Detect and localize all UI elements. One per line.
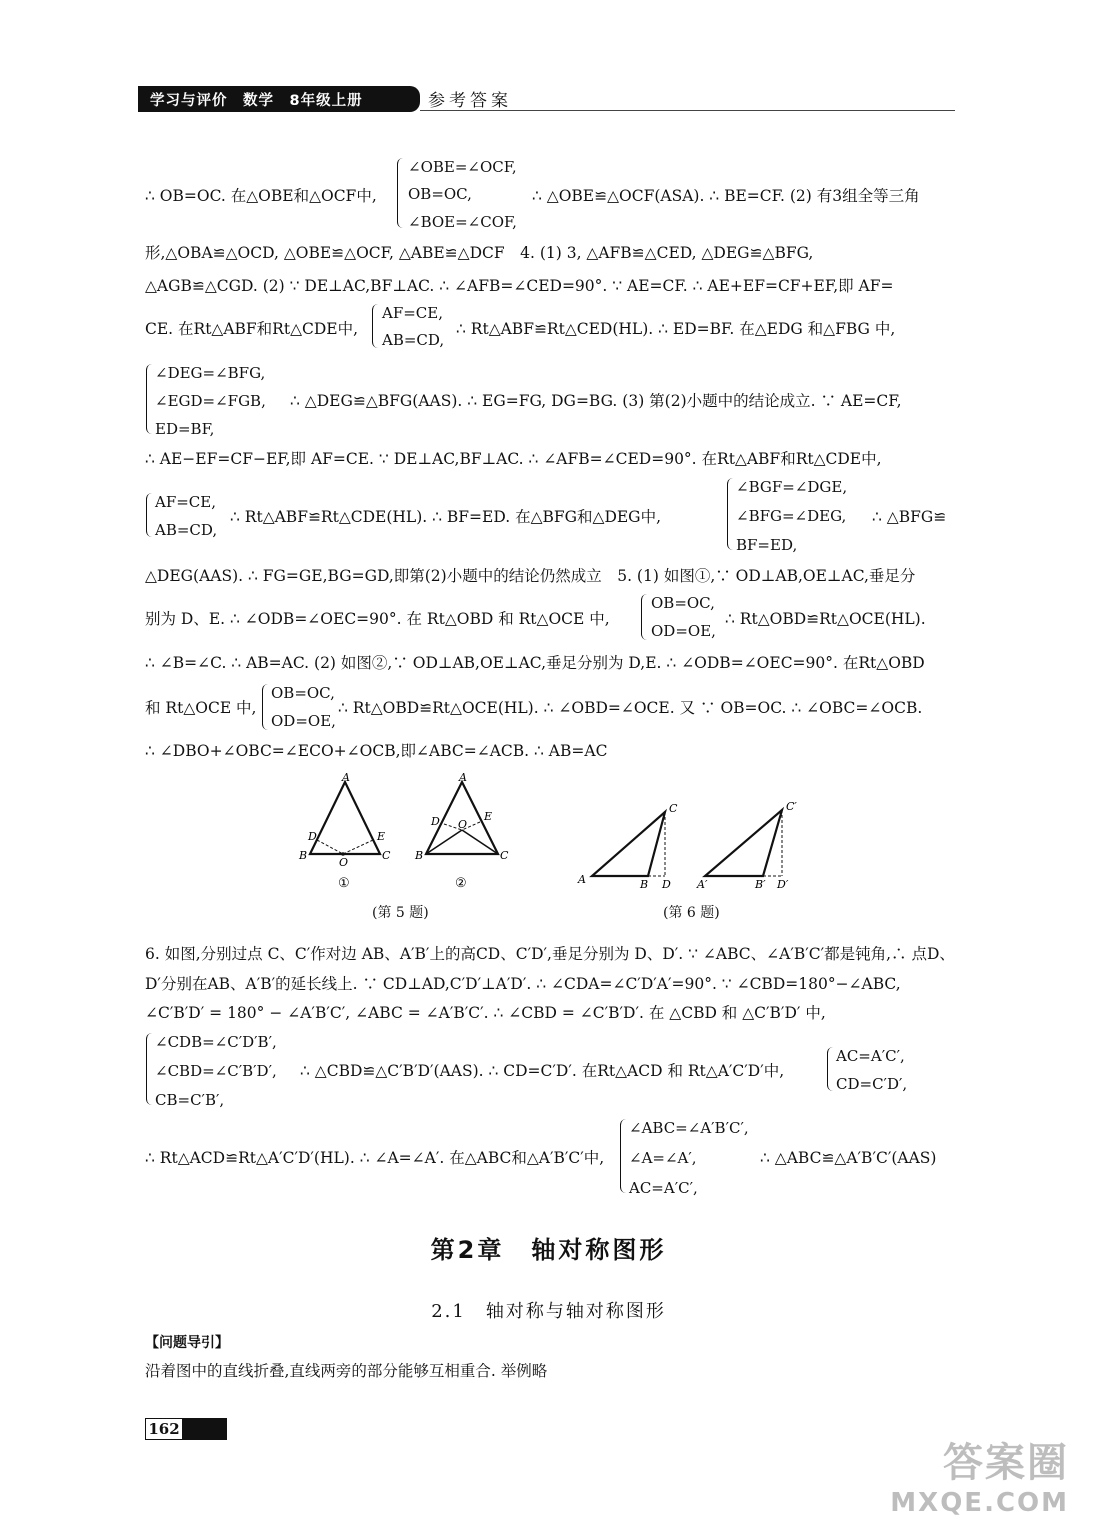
text-line-11b: ∴ Rt△OBD≌Rt△OCE(HL). ∴ ∠OBD=∠OCE. 又 ∵ OB=OC. ∴ ∠OBC=∠OCB. [338, 699, 923, 717]
watermark-url: MXQE.COM [890, 1488, 1069, 1518]
brace-row: AC=A′C′, [836, 1047, 905, 1065]
fig6-label-d-prime: D′ [777, 878, 789, 891]
fig1-label-c: C [382, 849, 391, 862]
fig6-label-a-prime: A′ [697, 878, 708, 891]
brace-row: OB=OC, [651, 594, 715, 612]
brace-row: AB=CD, [382, 331, 445, 349]
text-line-14: D′分别在AB、A′B′的延长线上. ∵ CD⊥AD,C′D′⊥A′D′. ∴ ∠CDA=∠C′D′A′=90°. ∵ ∠CBD=180°−∠ABC, [145, 975, 901, 993]
brace [262, 684, 270, 730]
brace [146, 493, 154, 537]
brace-row: AF=CE, [382, 304, 444, 322]
chapter-title: 第2章 轴对称图形 [430, 1236, 667, 1264]
brace-row: ∠CBD=∠C′B′D′, [155, 1062, 277, 1080]
fig6-label-c-prime: C′ [786, 800, 797, 813]
brace-row: OD=OE, [271, 712, 336, 730]
text-line-5b: ∴ △DEG≌△BFG(AAS). ∴ EG=FG, DG=BG. (3) 第(2)小题中的结论成立. ∵ AE=CF, [290, 392, 902, 410]
brace [397, 158, 405, 228]
brace [146, 364, 154, 434]
text-line-11a: 和 Rt△OCE 中, [145, 699, 257, 717]
fig6-label-b-prime: B′ [755, 878, 766, 891]
text-line-4b: ∴ Rt△ABF≌Rt△CED(HL). ∴ ED=BF. 在△EDG 和△FBG 中, [456, 320, 896, 338]
brace-row: ∠A=∠A′, [629, 1149, 697, 1167]
header-series: 学习与评价 数学 8年级上册 [138, 86, 420, 112]
brace-row: OB=OC, [408, 185, 472, 203]
page-number: 162 [145, 1418, 183, 1440]
page-number-box [145, 1418, 227, 1440]
fig1-triangle [310, 782, 380, 854]
text-line-15: ∠C′B′D′ = 180° − ∠A′B′C′, ∠ABC = ∠A′B′C′. ∴ ∠CBD = ∠C′B′D′. 在 △CBD 和 △C′B′D′ 中, [145, 1004, 826, 1022]
brace-row: AB=CD, [155, 521, 218, 539]
brace-row: ∠ABC=∠A′B′C′, [629, 1119, 749, 1137]
fig1-od [317, 840, 343, 854]
fig6-triangle-abc-prime [705, 810, 782, 876]
header-rule [420, 110, 955, 111]
fig1-number: ① [338, 876, 350, 891]
brace-row: OB=OC, [271, 684, 335, 702]
figure-caption-6: (第 6 题) [663, 905, 720, 921]
brace [372, 304, 380, 348]
fig1-oe [343, 840, 373, 854]
fig6-label-a: A [578, 873, 586, 886]
text-line-8: △DEG(AAS). ∴ FG=GE,BG=GD,即第(2)小题中的结论仍然成立 5. (1) 如图①,∵ OD⊥AB,OE⊥AC,垂足分 [145, 567, 916, 585]
brace-row: ED=BF, [155, 420, 215, 438]
text-line-7b: ∴ Rt△ABF≌Rt△CDE(HL). ∴ BF=ED. 在△BFG和△DEG中, [230, 508, 661, 526]
fig2-number: ② [455, 876, 467, 891]
brace-row: BF=ED, [736, 536, 798, 554]
figure-area [290, 770, 810, 920]
text-line-17a: ∴ Rt△ACD≌Rt△A′C′D′(HL). ∴ ∠A=∠A′. 在△ABC和△A′B′C′中, [145, 1149, 605, 1167]
fig2-label-b: B [415, 849, 424, 862]
fig6-triangle-abc [592, 812, 665, 876]
text-line-13: 6. 如图,分别过点 C、C′作对边 AB、A′B′上的高CD、C′D′,垂足分别为 D、D′. ∵ ∠ABC、∠A′B′C′都是钝角,∴ 点D、 [145, 945, 955, 963]
brace-row: ∠CDB=∠C′D′B′, [155, 1033, 277, 1051]
section-tag: 【问题导引】 [145, 1335, 229, 1351]
figure-caption-5: (第 5 题) [372, 905, 429, 921]
watermark-text [890, 1431, 1069, 1518]
brace-row: AC=A′C′, [629, 1179, 698, 1197]
fig2-label-o: O [458, 818, 468, 831]
text-line-6: ∴ AE−EF=CF−EF,即 AF=CE. ∵ DE⊥AC,BF⊥AC. ∴ ∠AFB=∠CED=90°. 在Rt△ABF和Rt△CDE中, [145, 450, 882, 468]
brace-row: ∠OBE=∠OCF, [408, 158, 517, 176]
brace-row: ∠BOE=∠COF, [408, 213, 517, 231]
text-line-4a: CE. 在Rt△ABF和Rt△CDE中, [145, 320, 359, 338]
section-title: 2.1 轴对称与轴对称图形 [431, 1301, 666, 1322]
fig1-label-a: A [342, 771, 350, 784]
text-line-9a: 别为 D、E. ∴ ∠ODB=∠OEC=90°. 在 Rt△OBD 和 Rt△OCE 中, [145, 610, 610, 628]
fig1-label-d: D [308, 830, 317, 843]
text-line-2: 形,△OBA≌△OCD, △OBE≌△OCF, △ABE≌△DCF 4. (1) 3, △AFB≌△CED, △DEG≌△BFG, [145, 244, 814, 262]
brace [146, 1033, 154, 1105]
fig1-label-b: B [299, 849, 308, 862]
fig1-label-o: O [339, 856, 349, 869]
text-line-1a: ∴ OB=OC. 在△OBE和△OCF中, [145, 187, 377, 205]
fig6-label-c: C [669, 802, 678, 815]
text-line-17b: ∴ △ABC≌△A′B′C′(AAS) [760, 1149, 937, 1167]
brace-row: ∠DEG=∠BFG, [155, 364, 266, 382]
brace-row: CB=C′B′, [155, 1091, 225, 1109]
text-line-12: ∴ ∠DBO+∠OBC=∠ECO+∠OCB,即∠ABC=∠ACB. ∴ AB=AC [145, 742, 608, 760]
brace [827, 1047, 835, 1091]
text-line-1b: ∴ △OBE≌△OCF(ASA). ∴ BE=CF. (2) 有3组全等三角 [532, 187, 920, 205]
text-line-7c: ∴ △BFG≌ [872, 508, 947, 526]
fig2-label-c: C [500, 849, 509, 862]
text-line-3: △AGB≌△CGD. (2) ∵ DE⊥AC,BF⊥AC. ∴ ∠AFB=∠CED=90°. ∵ AE=CF. ∴ AE+EF=CF+EF,即 AF= [145, 277, 894, 295]
fig1-label-e: E [377, 830, 386, 843]
fig6-label-b: B [640, 878, 649, 891]
brace-row: ∠BFG=∠DEG, [736, 507, 847, 525]
brace-row: AF=CE, [155, 493, 217, 511]
text-line-16b: ∴ △CBD≌△C′B′D′(AAS). ∴ CD=C′D′. 在Rt△ACD 和 Rt△A′C′D′中, [300, 1062, 785, 1080]
brace-row: CD=C′D′, [836, 1075, 908, 1093]
text-line-9b: ∴ Rt△OBD≌Rt△OCE(HL). [725, 610, 926, 628]
text-line-10: ∴ ∠B=∠C. ∴ AB=AC. (2) 如图②,∵ OD⊥AB,OE⊥AC,垂足分别为 D,E. ∴ ∠ODB=∠OEC=90°. 在Rt△OBD [145, 654, 925, 672]
fig2-label-e: E [484, 810, 493, 823]
section-text: 沿着图中的直线折叠,直线两旁的部分能够互相重合. 举例略 [145, 1362, 548, 1380]
header-section: 参考答案 [428, 91, 512, 111]
watermark-logo: 答案圈 [943, 1440, 1069, 1486]
brace-row: ∠BGF=∠DGE, [736, 478, 848, 496]
brace [727, 478, 735, 550]
brace-row: ∠EGD=∠FGB, [155, 392, 266, 410]
fig2-label-a: A [459, 771, 467, 784]
fig2-label-d: D [431, 815, 440, 828]
brace [620, 1119, 628, 1193]
brace-row: OD=OE, [651, 622, 716, 640]
brace [641, 594, 649, 640]
watermark [890, 1431, 1069, 1518]
fig6-label-d: D [662, 878, 671, 891]
